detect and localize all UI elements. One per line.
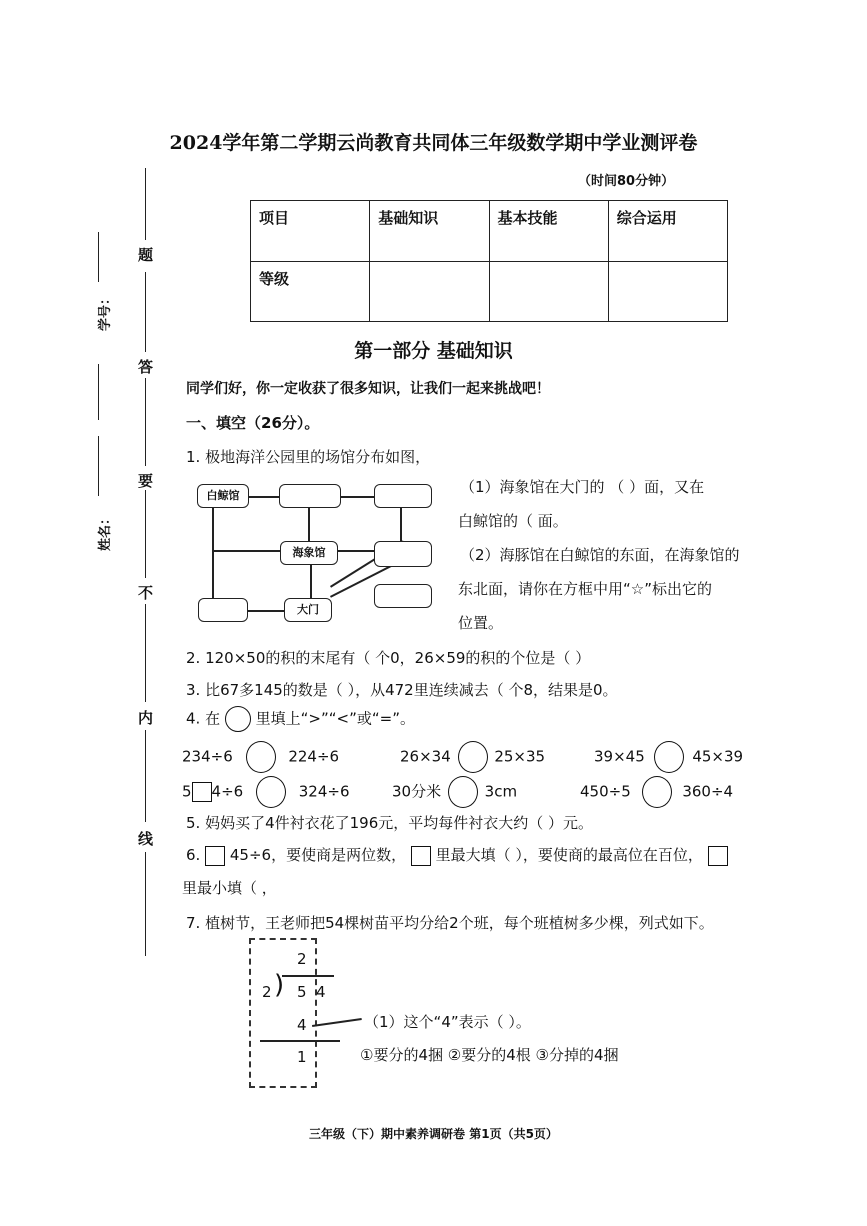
map-empty-box xyxy=(279,484,341,508)
map-baijing: 白鲸馆 xyxy=(197,484,249,508)
compare-left: 4÷6 xyxy=(211,782,244,801)
table-cell: 项目 xyxy=(251,201,370,262)
q7-prompt: （1）这个“4”表示（ ）。 xyxy=(364,1013,531,1031)
time-note: （时间80分钟） xyxy=(578,174,675,189)
seal-char: 要 xyxy=(138,472,154,490)
compare-circle[interactable] xyxy=(642,776,672,808)
q4-stem-a: 4. 在 xyxy=(186,709,221,728)
map-empty-box xyxy=(198,598,248,622)
question-4-stem xyxy=(186,706,415,732)
compare-item-4 xyxy=(182,776,350,808)
q1-part2-line2: 东北面，请你在方框中用“☆”标出它的 xyxy=(458,580,712,598)
division-divisor: 2 xyxy=(262,983,272,1001)
division-remainder: 1 xyxy=(297,1048,307,1066)
compare-circle[interactable] xyxy=(256,776,286,808)
division-subtract: 4 xyxy=(297,1016,307,1034)
blank-square[interactable] xyxy=(192,782,212,802)
grade-cell[interactable] xyxy=(489,261,608,322)
table-cell: 综合运用 xyxy=(608,201,727,262)
page-title: 2024学年第二学期云尚教育共同体三年级数学期中学业测评卷 xyxy=(169,132,698,154)
map-damen: 大门 xyxy=(284,598,332,622)
arrow-icon xyxy=(312,1018,362,1026)
table-row xyxy=(251,201,728,262)
compare-right: 45×39 xyxy=(692,747,744,766)
map-haixiang: 海象馆 xyxy=(280,541,338,565)
compare-left: 26×34 xyxy=(400,747,451,766)
blank-square[interactable] xyxy=(205,846,225,866)
compare-left: 450÷5 xyxy=(580,782,631,801)
table-row xyxy=(251,261,728,322)
question-6-line2: 里最小填（ ， xyxy=(182,879,277,897)
blank-square[interactable] xyxy=(708,846,728,866)
q7-options: ①要分的4捆 ②要分的4根 ③分掉的4捆 xyxy=(360,1046,619,1064)
q6-text: 里最大填（ ），要使商的最高位在百位， xyxy=(435,846,703,864)
compare-right: 3cm xyxy=(484,782,518,801)
division-quotient: 2 xyxy=(297,950,307,968)
part-heading: 第一部分 基础知识 xyxy=(354,340,513,362)
compare-circle[interactable] xyxy=(246,741,276,773)
q6-text: 45÷6，要使商是两位数， xyxy=(229,846,407,864)
score-table xyxy=(250,200,728,322)
q4-stem-b: 里填上“>”“<”或“=”。 xyxy=(255,709,415,728)
map-empty-box[interactable] xyxy=(374,541,432,567)
q6-text: 6. xyxy=(186,846,201,864)
student-no-label: 学号： xyxy=(98,291,114,332)
seal-char: 题 xyxy=(138,246,154,264)
question-6-line1 xyxy=(186,844,728,866)
question-1-stem: 1. 极地海洋公园里的场馆分布如图， xyxy=(186,448,431,466)
compare-circle[interactable] xyxy=(458,741,488,773)
table-cell: 基本技能 xyxy=(489,201,608,262)
compare-item-5 xyxy=(392,776,517,808)
question-2: 2. 120×50的积的末尾有（ 个0，26×59的积的个位是（ ） xyxy=(186,649,591,667)
table-cell: 等级 xyxy=(251,261,370,322)
compare-left: 39×45 xyxy=(594,747,645,766)
compare-right: 324÷6 xyxy=(298,782,350,801)
division-bracket-icon: ) xyxy=(274,970,285,1000)
name-label: 姓名： xyxy=(98,511,114,552)
question-5: 5. 妈妈买了4件衬衣花了196元，平均每件衬衣大约（ ）元。 xyxy=(186,814,594,832)
page-footer: 三年级（下）期中素养调研卷 第1页（共5页） xyxy=(309,1127,558,1141)
compare-item-2 xyxy=(400,741,545,773)
blank-square[interactable] xyxy=(411,846,431,866)
compare-circle[interactable] xyxy=(448,776,478,808)
map-empty-box[interactable] xyxy=(374,584,432,608)
compare-left: 5 xyxy=(182,782,192,801)
table-cell: 基础知识 xyxy=(370,201,489,262)
compare-right: 25×35 xyxy=(494,747,546,766)
compare-right: 360÷4 xyxy=(682,782,734,801)
q1-part1-line1: （1）海象馆在大门的 （ ）面，又在 xyxy=(460,478,705,496)
compare-item-1 xyxy=(182,741,339,773)
division-dividend: 4 xyxy=(316,983,326,1001)
greeting: 同学们好，你一定收获了很多知识，让我们一起来挑战吧！ xyxy=(186,381,550,397)
compare-left: 234÷6 xyxy=(182,747,233,766)
seal-char: 线 xyxy=(138,830,154,848)
seal-char: 答 xyxy=(138,358,154,376)
q1-part2-line3: 位置。 xyxy=(458,614,504,632)
question-3: 3. 比67多145的数是（ ），从472里连续减去（ 个8，结果是0。 xyxy=(186,681,618,699)
q1-part2-line1: （2）海豚馆在白鲸馆的东面，在海象馆的 xyxy=(460,546,740,564)
map-empty-box xyxy=(374,484,432,508)
section-heading: 一、填空（26分）。 xyxy=(186,414,320,432)
compare-circle[interactable] xyxy=(654,741,684,773)
grade-cell[interactable] xyxy=(608,261,727,322)
circle-icon xyxy=(225,706,251,732)
seal-char: 不 xyxy=(138,584,154,602)
compare-item-3 xyxy=(594,741,743,773)
grade-cell[interactable] xyxy=(370,261,489,322)
question-7-stem: 7. 植树节，王老师把54棵树苗平均分给2个班，每个班植树多少棵，列式如下。 xyxy=(186,914,714,932)
compare-item-6 xyxy=(580,776,733,808)
seal-char: 内 xyxy=(138,709,154,727)
division-dividend: 5 xyxy=(297,983,307,1001)
q1-part1-line2: 白鲸馆的（ 面。 xyxy=(458,512,568,530)
compare-right: 224÷6 xyxy=(288,747,340,766)
compare-left: 30分米 xyxy=(392,782,442,801)
